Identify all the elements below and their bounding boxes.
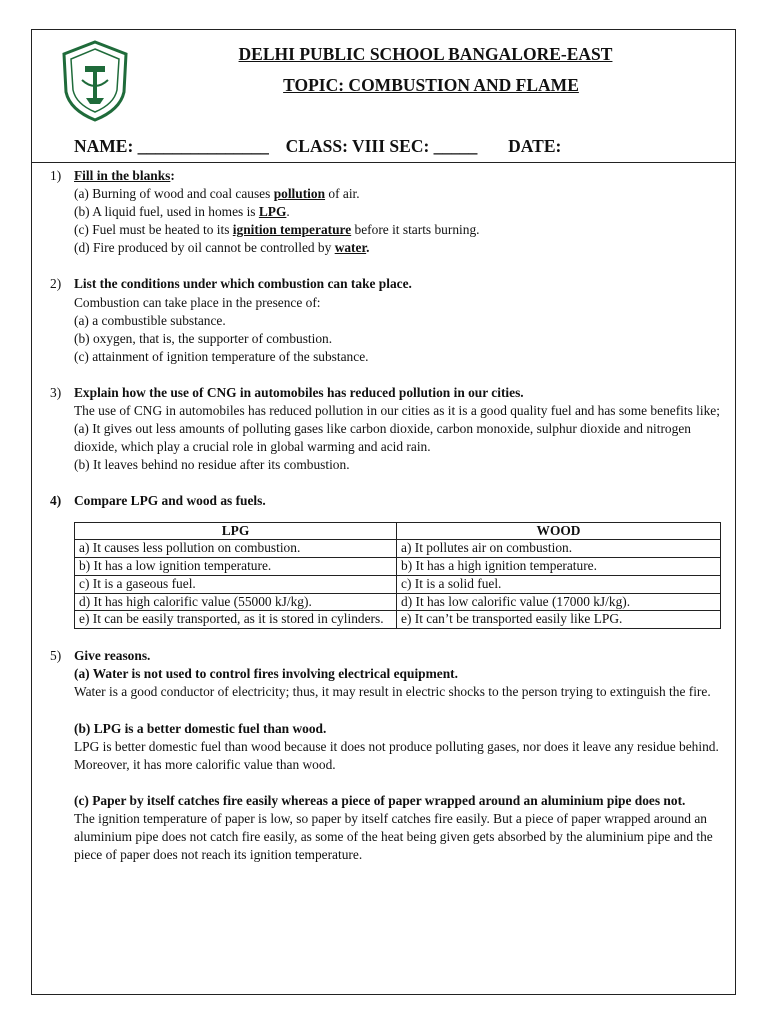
blank-text: of air.	[325, 186, 360, 202]
answer-line: (c) attainment of ignition temperature of the substance.	[74, 348, 369, 364]
reason-b-text: LPG is better domestic fuel than wood because it does not produce polluting gases, nor does it leave any residue behind. Moreover, it has more calorific value than wood.	[74, 738, 719, 772]
answer-paragraph: The use of CNG in automobiles has reduced pollution in our cities as it is a good quality fuel and has some benefits like;	[74, 403, 720, 419]
table-cell: b) It has a low ignition temperature.	[75, 558, 397, 576]
answer-line: (b) oxygen, that is, the supporter of combustion.	[74, 330, 333, 346]
blank-text: (c) Fuel must be heated to its	[74, 222, 233, 238]
student-info-row	[74, 136, 561, 157]
reason-c-title: (c) Paper by itself catches fire easily whereas a piece of paper wrapped around an aluminium pipe does not.	[74, 792, 686, 808]
question-number: 4)	[50, 493, 62, 509]
worksheet-content	[50, 167, 726, 864]
reason-c-text: The ignition temperature of paper is low, so paper by itself catches fire easily. But a piece of paper wrapped around an aluminium pipe does not catch fire easily, as some of the heat being given gets absorbed by the aluminium pipe and the piece of paper does not reach its ignition temperature.	[74, 810, 713, 863]
table-cell: d) It has high calorific value (55000 kJ/kg).	[75, 593, 397, 611]
blank-text: (d) Fire produced by oil cannot be controlled by	[74, 240, 335, 256]
table-cell: c) It is a gaseous fuel.	[75, 575, 397, 593]
table-cell: e) It can be easily transported, as it is stored in cylinders.	[75, 611, 397, 629]
table-header-row	[75, 522, 721, 540]
blank-answer: LPG	[258, 204, 287, 220]
name-label: NAME: _______________	[74, 136, 269, 156]
question-title: Fill in the blanks	[74, 168, 171, 183]
blank-text: (a) Burning of wood and coal causes	[74, 186, 274, 202]
column-header-lpg: LPG	[75, 522, 397, 540]
blank-text: .	[286, 204, 290, 220]
blank-a	[74, 185, 726, 203]
question-5	[50, 647, 726, 864]
question-number: 5)	[50, 648, 62, 664]
school-crest-icon	[60, 40, 130, 122]
question-number: 3)	[50, 384, 62, 400]
topic-title: TOPIC: COMBUSTION AND FLAME	[283, 75, 579, 95]
date-label: DATE:	[508, 136, 562, 156]
question-4	[50, 492, 726, 629]
blank-answer: water	[334, 240, 367, 256]
question-title: List the conditions under which combustion can take place.	[74, 276, 412, 292]
question-2	[50, 275, 726, 365]
table-row	[75, 575, 721, 593]
reason-b-title: (b) LPG is a better domestic fuel than wood.	[74, 720, 327, 736]
reason-a-title: (a) Water is not used to control fires involving electrical equipment.	[74, 666, 458, 682]
school-name: DELHI PUBLIC SCHOOL BANGALORE-EAST	[238, 44, 613, 64]
class-label: CLASS: VIII SEC: _____	[285, 136, 478, 156]
table-cell: b) It has a high ignition temperature.	[397, 558, 721, 576]
question-1	[50, 167, 726, 257]
blank-answer: pollution	[273, 186, 326, 202]
question-title: Compare LPG and wood as fuels.	[74, 493, 266, 509]
table-row	[75, 540, 721, 558]
blank-text: .	[366, 240, 370, 256]
answer-line: Combustion can take place in the presence of:	[74, 294, 321, 310]
blank-d	[74, 239, 726, 257]
reason-a-text: Water is a good conductor of electricity; thus, it may result in electric shocks to the person trying to extinguish the fire.	[74, 684, 711, 700]
question-title: Explain how the use of CNG in automobiles has reduced pollution in our cities.	[74, 384, 524, 400]
blank-text: before it starts burning.	[351, 222, 480, 238]
table-cell: a) It pollutes air on combustion.	[397, 540, 721, 558]
question-number: 1)	[50, 168, 62, 183]
column-header-wood: WOOD	[397, 522, 721, 540]
question-3	[50, 384, 726, 474]
blank-text: (b) A liquid fuel, used in homes is	[74, 204, 259, 220]
blank-b	[74, 203, 726, 221]
table-cell: c) It is a solid fuel.	[397, 575, 721, 593]
table-row	[75, 558, 721, 576]
comparison-table	[74, 522, 721, 630]
table-cell: e) It can’t be transported easily like LPG.	[397, 611, 721, 629]
answer-line: (a) a combustible substance.	[74, 312, 226, 328]
table-cell: a) It causes less pollution on combustion.	[75, 540, 397, 558]
blank-answer: ignition temperature	[232, 222, 352, 238]
question-title: Give reasons.	[74, 648, 151, 664]
table-row	[75, 611, 721, 629]
answer-paragraph: (a) It gives out less amounts of polluting gases like carbon dioxide, carbon monoxide, sulphur dioxide and nitrogen dioxide, which play a crucial role in global warming and acid rain.	[74, 421, 691, 455]
table-row	[75, 593, 721, 611]
answer-paragraph: (b) It leaves behind no residue after its combustion.	[74, 457, 350, 473]
table-cell: d) It has low calorific value (17000 kJ/kg).	[397, 593, 721, 611]
question-number: 2)	[50, 276, 62, 292]
header-divider	[32, 162, 735, 163]
blank-c	[74, 221, 726, 239]
title-colon: :	[170, 168, 175, 183]
